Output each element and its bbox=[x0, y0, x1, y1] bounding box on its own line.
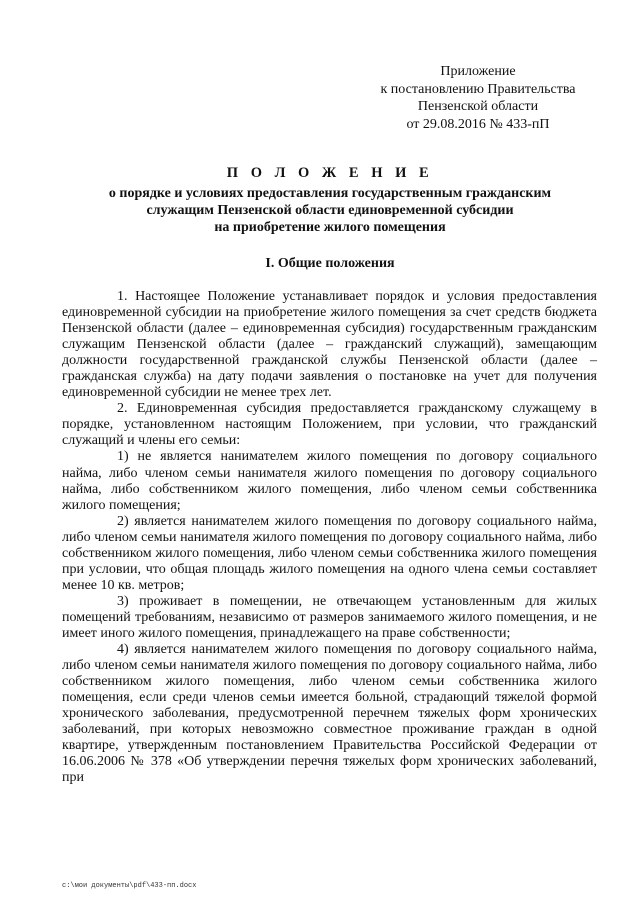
file-path-footer: c:\мои документы\pdf\433-пп.docx bbox=[62, 882, 197, 890]
paragraph-1: 1. Настоящее Положение устанавливает порядок и условия предоставления единовременной субсидии на приобретение жилого помещения за счет средств бюджета Пензенской области (далее – единовременная субсидия) государственным гражданским служащим Пензенской области (далее – гражданский служащий), замещающим должности государственной гражданской службы Пензенской области (далее – гражданская служба) на дату подачи заявления о постановке на учет для получения единовременной субсидии не менее трех лет. bbox=[62, 289, 597, 401]
title-line-3: на приобретение жилого помещения bbox=[214, 220, 446, 235]
paragraph-condition-4: 4) является нанимателем жилого помещения по договору социального найма, либо членом семьи нанимателя жилого помещения по договору социального найма, либо собственником жилого помещения, либо членом семьи собственника жилого помещения, если среди членов семьи имеется больной, страдающий тяжелой формой хронического заболевания, предусмотренной перечнем тяжелых форм хронических заболеваний, при которых невозможно совместное проживание граждан в одной квартире, утвержденным постановлением Правительства Российской Федерации от 16.06.2006 № 378 «Об утверждении перечня тяжелых форм хронических заболеваний, при bbox=[62, 642, 597, 786]
paragraph-condition-3: 3) проживает в помещении, не отвечающем установленным для жилых помещений требованиям, независимо от размеров занимаемого жилого помещения, и не имеет иного жилого помещения, принадлежащего на праве собственности; bbox=[62, 593, 597, 641]
paragraph-condition-2: 2) является нанимателем жилого помещения по договору социального найма, либо членом семьи нанимателя жилого помещения по договору социального найма, либо собственником жилого помещения, либо членом семьи собственника жилого помещения при условии, что общая площадь жилого помещения на одного члена семьи составляет менее 10 кв. метров; bbox=[62, 513, 597, 593]
appendix-line-2: к постановлению Правительства bbox=[380, 81, 576, 97]
appendix-block bbox=[372, 63, 584, 133]
title-line-1: о порядке и условиях предоставления государственным гражданским bbox=[108, 186, 552, 201]
section-heading: I. Общие положения bbox=[265, 256, 395, 271]
appendix-line-3: Пензенской области bbox=[417, 99, 539, 114]
paragraph-condition-1: 1) не является нанимателем жилого помещения по договору социального найма, либо членом семьи нанимателя жилого помещения по договору социального найма, либо собственником жилого помещения, либо членом семьи собственника жилого помещения; bbox=[62, 449, 597, 513]
document-title bbox=[60, 165, 600, 236]
appendix-line-1: Приложение bbox=[440, 64, 516, 79]
appendix-line-4: от 29.08.2016 № 433-пП bbox=[406, 116, 550, 132]
paragraph-2: 2. Единовременная субсидия предоставляется гражданскому служащему в порядке, установленном настоящим Положением, при условии, что гражданский служащий и члены его семьи: bbox=[62, 401, 597, 449]
document-body bbox=[62, 289, 597, 786]
title-heading: П О Л О Ж Е Н И Е bbox=[226, 165, 434, 181]
title-line-2: служащим Пензенской области единовременной субсидии bbox=[146, 203, 514, 218]
